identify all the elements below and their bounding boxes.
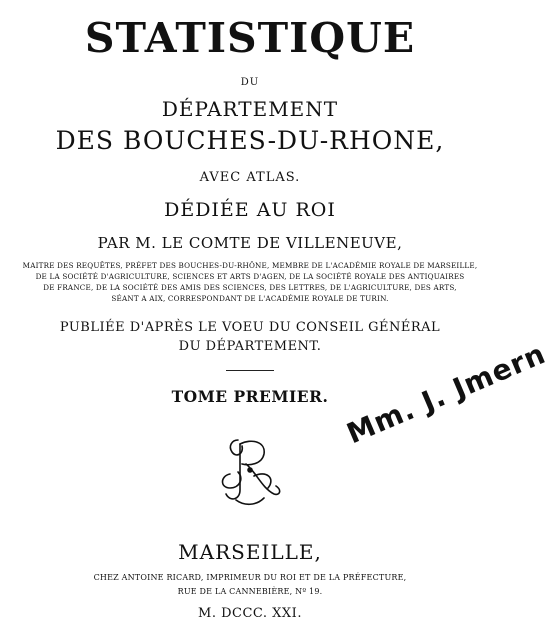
publication-year: M. DCCC. XXI. (198, 606, 302, 621)
monogram-icon (210, 430, 290, 510)
volume-label: TOME PREMIER. (171, 387, 329, 406)
dedication: DÉDIÉE AU ROI (164, 199, 336, 221)
author-line: PAR M. LE COMTE DE VILLENEUVE, (97, 234, 403, 252)
book-title: STATISTIQUE (84, 14, 416, 62)
subtitle-region: DES BOUCHES-DU-RHONE, (55, 126, 445, 155)
divider-rule (226, 370, 274, 371)
publication-city: MARSEILLE, (178, 540, 322, 564)
printer-line: CHEZ ANTOINE RICARD, IMPRIMEUR DU ROI ET DE LA PRÉFECTURE, (93, 573, 407, 582)
publication-line: DU DÉPARTEMENT. (178, 339, 322, 354)
atlas-note: AVEC ATLAS. (199, 170, 301, 185)
monogram-ornament (210, 430, 290, 514)
publication-note (0, 318, 500, 356)
signature-text: Mm. J. Jmern (342, 336, 551, 451)
publication-line: PUBLIÉE D'APRÈS LE VOEU DU CONSEIL GÉNÉRAL (59, 320, 441, 335)
subtitle-department: DÉPARTEMENT (161, 97, 339, 121)
author-titles-line: DE FRANCE, DE LA SOCIÉTÉ DES AMIS DES SCIENCES, DES LETTRES, DE L'AGRICULTURE, DES ARTS, (43, 283, 457, 292)
printer-info (0, 571, 500, 599)
author-titles-line: SÉANT A AIX, CORRESPONDANT DE L'ACADÉMIE ROYALE DE TURIN. (111, 294, 389, 303)
subtitle-du: DU (240, 77, 260, 88)
printer-line: RUE DE LA CANNEBIÈRE, Nº 19. (177, 587, 323, 596)
author-titles (0, 260, 500, 304)
author-titles-line: DE LA SOCIÉTÉ D'AGRICULTURE, SCIENCES ET ARTS D'AGEN, DE LA SOCIÉTÉ ROYALE DES ANTIQUAIRES (35, 272, 465, 281)
author-titles-line: MAITRE DES REQUÊTES, PRÉFET DES BOUCHES-DU-RHÔNE, MEMBRE DE L'ACADÉMIE ROYALE DE MARSEILLE, (22, 261, 478, 270)
